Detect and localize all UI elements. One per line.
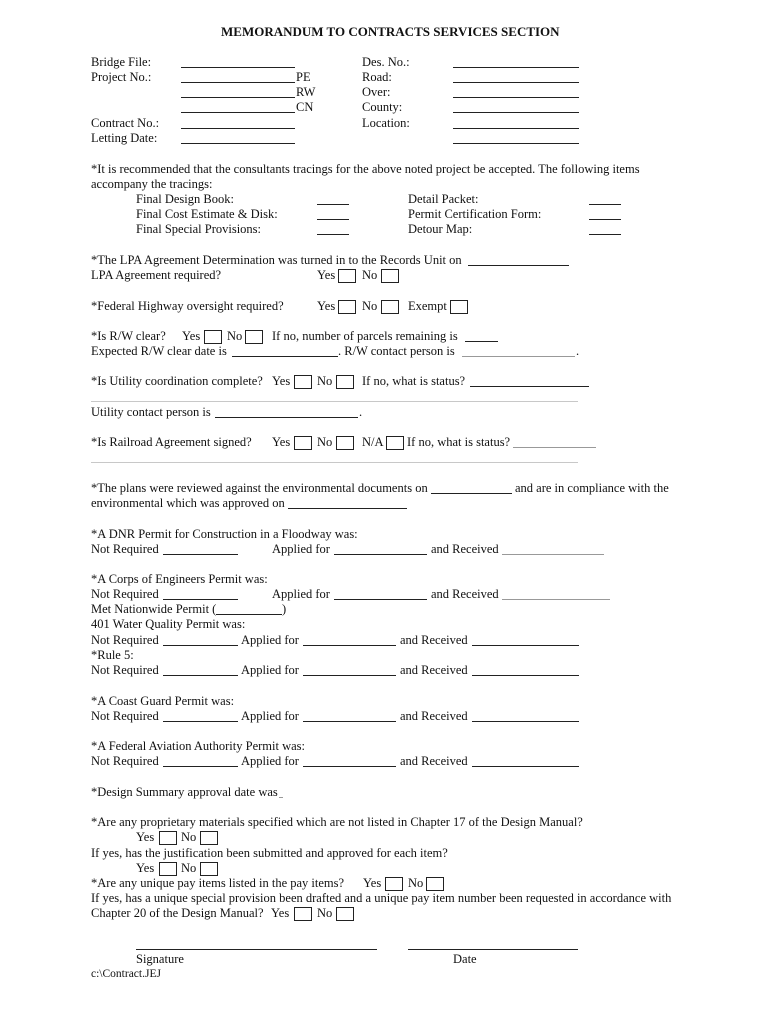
over-field[interactable] — [453, 85, 579, 98]
fhwa-no-label: No — [362, 299, 378, 313]
des-no-label: Des. No.: — [362, 55, 410, 69]
des-no-field[interactable] — [453, 55, 579, 68]
utility-yes-label: Yes — [272, 374, 291, 388]
wq-applied-field[interactable] — [303, 633, 396, 646]
nationwide-field[interactable] — [216, 602, 282, 615]
page-title: MEMORANDUM TO CONTRACTS SERVICES SECTION — [221, 24, 560, 39]
utility-status-label: If no, what is status? — [362, 374, 466, 388]
env-text: *The plans were reviewed against the environmental documents on — [91, 481, 428, 495]
special-provision-no-label: No — [317, 906, 333, 920]
permit-cert-label: Permit Certification Form: — [408, 207, 542, 221]
env-review-date-field[interactable] — [431, 481, 512, 494]
coast-not-required-label: Not Required — [91, 709, 159, 723]
detail-packet-label: Detail Packet: — [408, 192, 479, 206]
justification-yes-label: Yes — [136, 861, 155, 875]
faa-not-required-field[interactable] — [163, 754, 238, 767]
rule5-received-field[interactable] — [472, 663, 579, 676]
proprietary-no-checkbox[interactable] — [200, 831, 218, 845]
justification-no-checkbox[interactable] — [200, 862, 218, 876]
recommend-text-2: accompany the tracings: — [91, 177, 213, 191]
rw-parcels-label: If no, number of parcels remaining is — [272, 329, 458, 343]
corps-received-field[interactable] — [502, 587, 610, 600]
letting-date-field[interactable] — [181, 131, 295, 144]
lpa-text: *The LPA Agreement Determination was turned in to the Records Unit on — [91, 253, 462, 267]
final-special-field[interactable] — [317, 222, 349, 235]
unique-pay-no-checkbox[interactable] — [426, 877, 444, 891]
rw-yes-checkbox[interactable] — [204, 330, 222, 344]
rule5-received-label: and Received — [400, 663, 468, 677]
location-field-2[interactable] — [453, 131, 579, 144]
dnr-not-required-label: Not Required — [91, 542, 159, 556]
special-provision-yes-label: Yes — [271, 906, 290, 920]
date-label: Date — [453, 952, 477, 966]
coast-not-required-field[interactable] — [163, 709, 238, 722]
rw-expected-label: Expected R/W clear date is — [91, 344, 227, 358]
coast-received-label: and Received — [400, 709, 468, 723]
railroad-status-label: If no, what is status? — [407, 435, 511, 449]
utility-no-checkbox[interactable] — [336, 375, 354, 389]
corps-applied-field[interactable] — [334, 587, 427, 600]
dnr-applied-field[interactable] — [334, 542, 427, 555]
corps-applied-label: Applied for — [272, 587, 330, 601]
final-special-label: Final Special Provisions: — [136, 222, 261, 236]
rule5-applied-label: Applied for — [241, 663, 299, 677]
faa-received-field[interactable] — [472, 754, 579, 767]
lpa-yes-label: Yes — [317, 268, 336, 282]
bridge-file-label: Bridge File: — [91, 55, 152, 69]
coast-applied-field[interactable] — [303, 709, 396, 722]
project-pe-field[interactable] — [181, 70, 295, 83]
lpa-required-label: LPA Agreement required? — [91, 268, 222, 282]
proprietary-yes-label: Yes — [136, 830, 155, 844]
wq-received-label: and Received — [400, 633, 468, 647]
detour-map-label: Detour Map: — [408, 222, 473, 236]
location-label: Location: — [362, 116, 410, 130]
coast-received-field[interactable] — [472, 709, 579, 722]
wq-heading: 401 Water Quality Permit was: — [91, 617, 246, 631]
contract-no-field[interactable] — [181, 116, 295, 129]
rw-no-label: No — [227, 329, 243, 343]
rw-label: RW — [296, 85, 316, 99]
corps-received-label: and Received — [431, 587, 499, 601]
final-cost-field[interactable] — [317, 207, 349, 220]
detour-map-field[interactable] — [589, 222, 621, 235]
railroad-yes-checkbox[interactable] — [294, 436, 312, 450]
county-label: County: — [362, 100, 403, 114]
wq-applied-label: Applied for — [241, 633, 299, 647]
wq-not-required-label: Not Required — [91, 633, 159, 647]
dnr-applied-label: Applied for — [272, 542, 330, 556]
lpa-no-label: No — [362, 268, 378, 282]
special-provision-no-checkbox[interactable] — [336, 907, 354, 921]
rw-parcels-field[interactable] — [465, 329, 498, 342]
faa-not-required-label: Not Required — [91, 754, 159, 768]
wq-not-required-field[interactable] — [163, 633, 238, 646]
fhwa-exempt-label: Exempt — [408, 299, 447, 313]
rw-contact-period: . — [576, 344, 580, 358]
utility-contact-field[interactable] — [215, 405, 358, 418]
letting-date-label: Letting Date: — [91, 131, 158, 145]
bridge-file-field[interactable] — [181, 55, 295, 68]
railroad-yes-label: Yes — [272, 435, 291, 449]
justification-no-label: No — [181, 861, 197, 875]
signature-line[interactable] — [136, 937, 377, 950]
rw-contact-field[interactable] — [462, 344, 575, 357]
utility-contact-period: . — [359, 405, 363, 419]
corps-not-required-label: Not Required — [91, 587, 159, 601]
fhwa-yes-checkbox[interactable] — [338, 300, 356, 314]
lpa-date-field[interactable] — [468, 253, 569, 266]
lpa-yes-checkbox[interactable] — [338, 269, 356, 283]
location-field[interactable] — [453, 116, 579, 129]
utility-yes-checkbox[interactable] — [294, 375, 312, 389]
rw-contact-label: . R/W contact person is — [338, 344, 455, 358]
utility-label: *Is Utility coordination complete? — [91, 374, 263, 388]
faa-heading: *A Federal Aviation Authority Permit was: — [91, 739, 305, 753]
final-design-book-field[interactable] — [317, 192, 349, 205]
env-text-b: and are in compliance with the — [515, 481, 669, 495]
signature-label: Signature — [136, 952, 184, 966]
detail-packet-field[interactable] — [589, 192, 621, 205]
permit-cert-field[interactable] — [589, 207, 621, 220]
fhwa-label: *Federal Highway oversight required? — [91, 299, 284, 313]
fhwa-exempt-checkbox[interactable] — [450, 300, 468, 314]
dnr-heading: *A DNR Permit for Construction in a Floodway was: — [91, 527, 358, 541]
coast-applied-label: Applied for — [241, 709, 299, 723]
nationwide-label: Met Nationwide Permit ( — [91, 602, 217, 616]
special-provision-question: If yes, has a unique special provision been drafted and a unique pay item number been requested in accordance with — [91, 891, 672, 905]
proprietary-yes-checkbox[interactable] — [159, 831, 177, 845]
railroad-label: *Is Railroad Agreement signed? — [91, 435, 252, 449]
contract-no-label: Contract No.: — [91, 116, 160, 130]
fhwa-yes-label: Yes — [317, 299, 336, 313]
justification-question: If yes, has the justification been submitted and approved for each item? — [91, 846, 448, 860]
railroad-no-label: No — [317, 435, 333, 449]
rw-clear-label: *Is R/W clear? — [91, 329, 166, 343]
dnr-received-field[interactable] — [502, 542, 604, 555]
unique-pay-yes-checkbox[interactable] — [385, 877, 403, 891]
railroad-na-checkbox[interactable] — [386, 436, 404, 450]
env-text-2: environmental which was approved on — [91, 496, 285, 510]
faa-applied-label: Applied for — [241, 754, 299, 768]
proprietary-question: *Are any proprietary materials specified which are not listed in Chapter 17 of the Design Manual? — [91, 815, 583, 829]
justification-yes-checkbox[interactable] — [159, 862, 177, 876]
road-label: Road: — [362, 70, 392, 84]
coast-heading: *A Coast Guard Permit was: — [91, 694, 235, 708]
utility-no-label: No — [317, 374, 333, 388]
lpa-no-checkbox[interactable] — [381, 269, 399, 283]
recommend-text: *It is recommended that the consultants tracings for the above noted project be accepted. The following items — [91, 162, 640, 176]
date-line[interactable] — [408, 937, 578, 950]
unique-pay-no-label: No — [408, 876, 424, 890]
railroad-status-field[interactable] — [513, 435, 596, 448]
special-provision-question-2: Chapter 20 of the Design Manual? — [91, 906, 264, 920]
rule5-heading: *Rule 5: — [91, 648, 134, 662]
utility-status-line[interactable] — [91, 401, 578, 402]
rw-expected-field[interactable] — [232, 344, 338, 357]
over-label: Over: — [362, 85, 391, 99]
env-approved-field[interactable] — [288, 496, 407, 509]
railroad-status-line[interactable] — [91, 462, 578, 463]
faa-applied-field[interactable] — [303, 754, 396, 767]
final-cost-label: Final Cost Estimate & Disk: — [136, 207, 278, 221]
railroad-no-checkbox[interactable] — [336, 436, 354, 450]
design-summary-field[interactable] — [279, 785, 283, 798]
corps-not-required-field[interactable] — [163, 587, 238, 600]
rw-yes-label: Yes — [182, 329, 201, 343]
cn-label: CN — [296, 100, 314, 114]
utility-status-field[interactable] — [470, 374, 589, 387]
final-design-book-label: Final Design Book: — [136, 192, 234, 206]
county-field[interactable] — [453, 100, 579, 113]
dnr-received-label: and Received — [431, 542, 499, 556]
corps-heading: *A Corps of Engineers Permit was: — [91, 572, 268, 586]
special-provision-yes-checkbox[interactable] — [294, 907, 312, 921]
utility-contact-label: Utility contact person is — [91, 405, 211, 419]
railroad-na-label: N/A — [362, 435, 384, 449]
design-summary-label: *Design Summary approval date was — [91, 785, 278, 799]
project-rw-field[interactable] — [181, 85, 295, 98]
fhwa-no-checkbox[interactable] — [381, 300, 399, 314]
unique-pay-question: *Are any unique pay items listed in the pay items? — [91, 876, 345, 890]
project-cn-field[interactable] — [181, 100, 295, 113]
rule5-not-required-label: Not Required — [91, 663, 159, 677]
rule5-not-required-field[interactable] — [163, 663, 238, 676]
wq-received-field[interactable] — [472, 633, 579, 646]
nationwide-close: ) — [282, 602, 287, 616]
pe-label: PE — [296, 70, 311, 84]
rule5-applied-field[interactable] — [303, 663, 396, 676]
project-no-label: Project No.: — [91, 70, 152, 84]
proprietary-no-label: No — [181, 830, 197, 844]
rw-no-checkbox[interactable] — [245, 330, 263, 344]
faa-received-label: and Received — [400, 754, 468, 768]
road-field[interactable] — [453, 70, 579, 83]
unique-pay-yes-label: Yes — [363, 876, 382, 890]
file-path: c:\Contract.JEJ — [91, 968, 161, 980]
dnr-not-required-field[interactable] — [163, 542, 238, 555]
